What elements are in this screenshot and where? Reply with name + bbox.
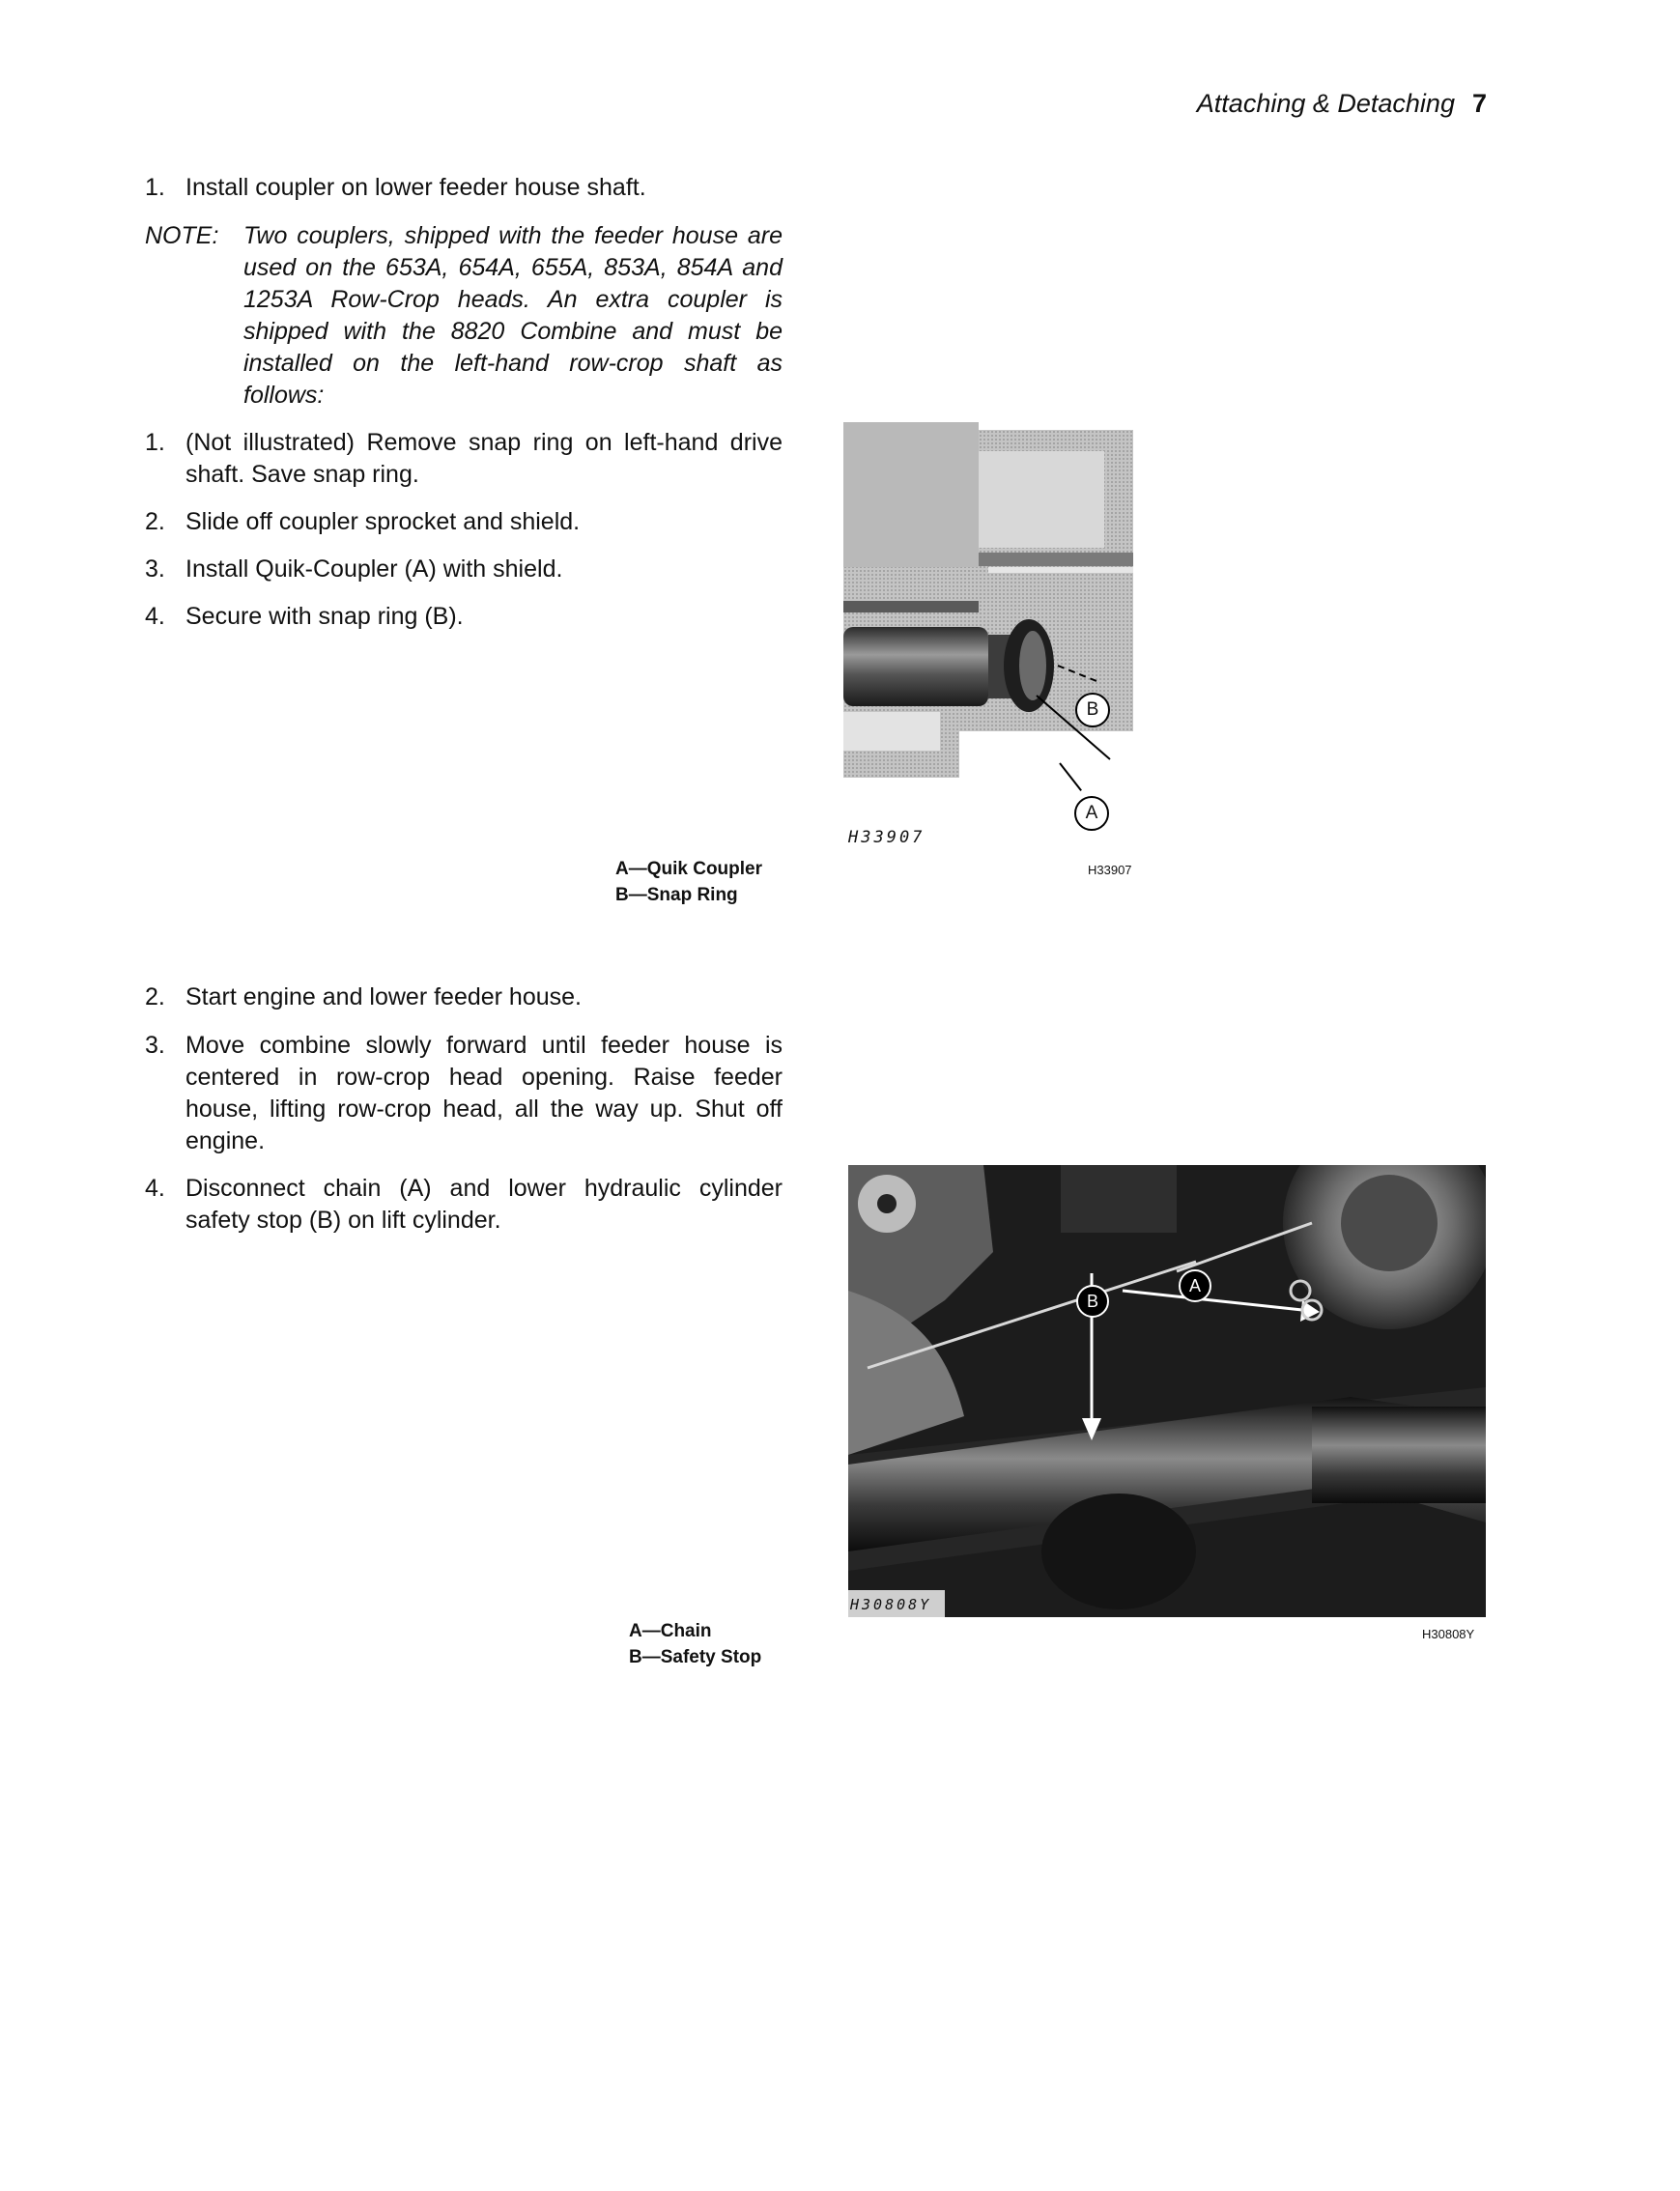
figure-id: H30808Y: [1422, 1627, 1475, 1641]
substep-remove-snap-ring: [145, 427, 783, 491]
caption-line-a: A—Chain: [629, 1621, 712, 1641]
callout-a: A: [1179, 1269, 1211, 1302]
step-text: (Not illustrated) Remove snap ring on left-hand drive shaft. Save snap ring.: [185, 429, 783, 488]
step-number: 1.: [145, 429, 165, 456]
substep-install-quik-coupler: [145, 554, 783, 585]
step-start-engine: [145, 982, 783, 1013]
step-install-coupler: [145, 172, 783, 204]
step-text: Disconnect chain (A) and lower hydraulic cylinder safety stop (B) on lift cylinder.: [185, 1175, 783, 1234]
lift-cylinder-illustration: [848, 1165, 1486, 1617]
step-text: Install coupler on lower feeder house shaft.: [185, 174, 646, 201]
step-text: Secure with snap ring (B).: [185, 603, 464, 630]
callout-b: B: [1075, 693, 1110, 727]
step-number: 1.: [145, 174, 165, 201]
caption-line-b: B—Snap Ring: [615, 885, 738, 905]
page-header: [1197, 89, 1487, 119]
lift-cylinder-photo: [848, 1165, 1486, 1617]
step-number: 2.: [145, 983, 165, 1010]
callout-a: A: [1074, 796, 1109, 831]
section-title: Attaching & Detaching: [1196, 89, 1455, 118]
step-text: Install Quik-Coupler (A) with shield.: [185, 555, 563, 583]
step-number: 3.: [145, 555, 165, 583]
step-number: 3.: [145, 1032, 165, 1059]
callout-b: B: [1076, 1285, 1109, 1318]
substep-slide-off-sprocket: [145, 506, 783, 538]
step-text: Start engine and lower feeder house.: [185, 983, 582, 1010]
step-number: 4.: [145, 1175, 165, 1202]
step-disconnect-chain: [145, 1173, 783, 1237]
note-text: Two couplers, shipped with the feeder house are used on the 653A, 654A, 655A, 853A, 854A and 1253A Row-Crop heads. An extra coupler is shipped with the 8820 Combine and must be installed on the left-hand row-crop shaft as follows:: [243, 222, 783, 409]
scan-id-label: H30808Y: [850, 1596, 932, 1613]
step-number: 2.: [145, 508, 165, 535]
scan-id-label: H33907: [848, 828, 925, 847]
step-number: 4.: [145, 603, 165, 630]
substep-secure-snap-ring: [145, 601, 783, 633]
figure-caption: [615, 856, 762, 908]
step-text: Move combine slowly forward until feeder house is centered in row-crop head opening. Raise feeder house, lifting row-crop head, all the way up. Shut off engine.: [185, 1032, 783, 1154]
figure-id: H33907: [1088, 863, 1132, 877]
caption-line-b: B—Safety Stop: [629, 1647, 762, 1667]
note-label: NOTE:: [145, 222, 219, 249]
note-block: [145, 220, 783, 412]
caption-line-a: A—Quik Coupler: [615, 859, 763, 879]
step-text: Slide off coupler sprocket and shield.: [185, 508, 581, 535]
step-move-combine: [145, 1030, 783, 1157]
figure-caption: [629, 1618, 761, 1670]
page-number: 7: [1471, 89, 1487, 118]
